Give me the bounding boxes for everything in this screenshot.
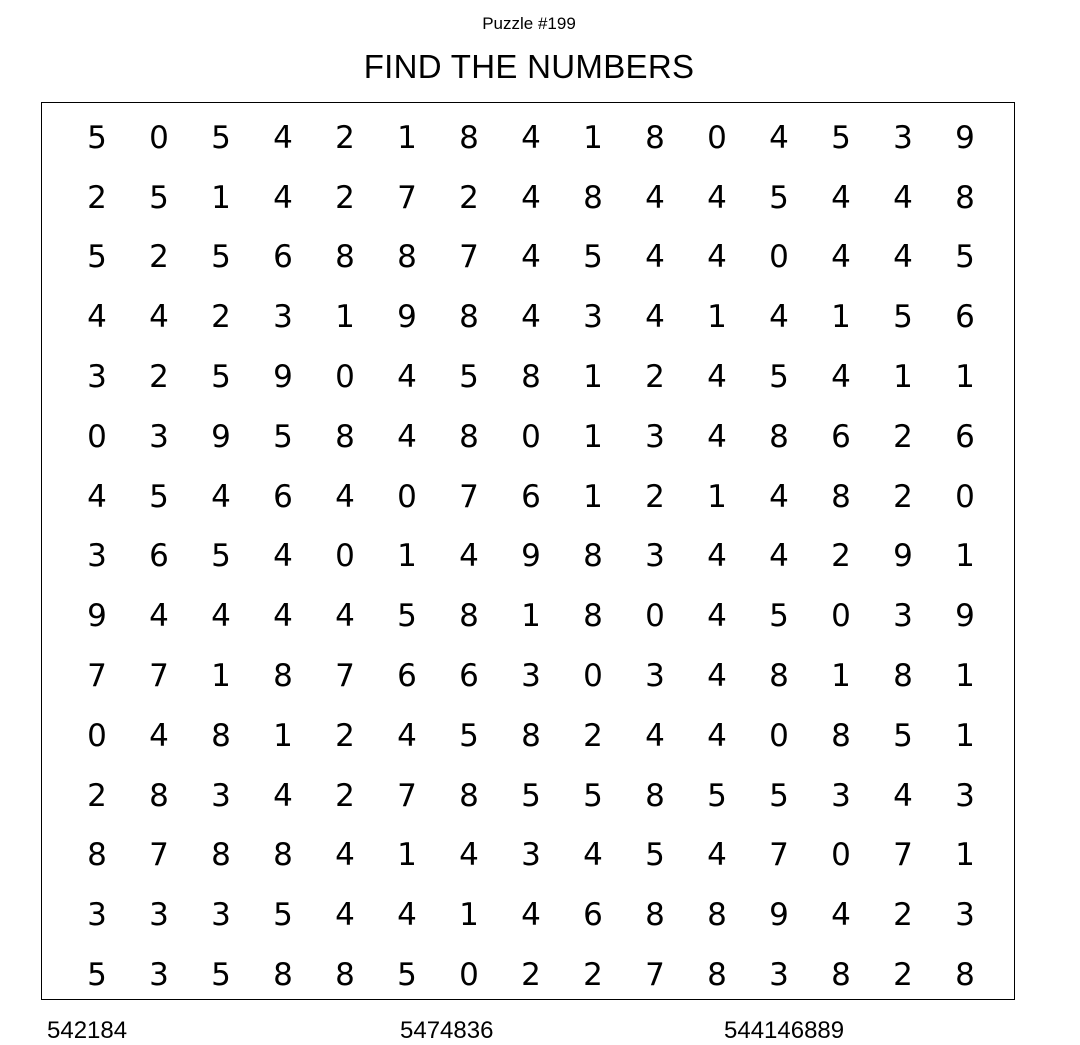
grid-cell[interactable]: 5 [893, 299, 913, 336]
grid-cell[interactable]: 8 [521, 717, 541, 754]
grid-cell[interactable]: 4 [459, 837, 479, 874]
grid-cell[interactable]: 3 [87, 538, 107, 575]
grid-cell[interactable]: 9 [955, 119, 975, 156]
grid-cell[interactable]: 8 [583, 598, 603, 635]
grid-cell[interactable]: 2 [335, 179, 355, 216]
grid-cell[interactable]: 4 [707, 359, 727, 396]
grid-cell[interactable]: 8 [769, 418, 789, 455]
grid-cell[interactable]: 7 [645, 957, 665, 994]
grid-cell[interactable]: 1 [955, 717, 975, 754]
grid-cell[interactable]: 5 [583, 777, 603, 814]
grid-cell[interactable]: 1 [459, 897, 479, 934]
grid-cell[interactable]: 8 [397, 239, 417, 276]
grid-cell[interactable]: 8 [273, 658, 293, 695]
grid-cell[interactable]: 4 [335, 897, 355, 934]
grid-cell[interactable]: 1 [397, 119, 417, 156]
grid-cell[interactable]: 1 [831, 299, 851, 336]
grid-cell[interactable]: 5 [521, 777, 541, 814]
grid-cell[interactable]: 5 [273, 897, 293, 934]
grid-cell[interactable]: 8 [459, 418, 479, 455]
grid-cell[interactable]: 0 [583, 658, 603, 695]
grid-cell[interactable]: 6 [955, 418, 975, 455]
grid-cell[interactable]: 5 [149, 478, 169, 515]
grid-cell[interactable]: 2 [645, 359, 665, 396]
grid-cell[interactable]: 1 [211, 658, 231, 695]
grid-cell[interactable]: 8 [645, 777, 665, 814]
grid-cell[interactable]: 7 [335, 658, 355, 695]
grid-cell[interactable]: 4 [707, 598, 727, 635]
grid-cell[interactable]: 4 [87, 299, 107, 336]
grid-cell[interactable]: 1 [955, 359, 975, 396]
grid-cell[interactable]: 4 [211, 478, 231, 515]
grid-cell[interactable]: 5 [769, 777, 789, 814]
grid-cell[interactable]: 8 [955, 179, 975, 216]
grid-cell[interactable]: 8 [583, 538, 603, 575]
grid-cell[interactable]: 9 [769, 897, 789, 934]
grid-cell[interactable]: 4 [459, 538, 479, 575]
grid-cell[interactable]: 4 [273, 119, 293, 156]
grid-cell[interactable]: 1 [211, 179, 231, 216]
grid-cell[interactable]: 6 [583, 897, 603, 934]
grid-cell[interactable]: 4 [707, 179, 727, 216]
grid-cell[interactable]: 7 [397, 777, 417, 814]
grid-cell[interactable]: 4 [335, 837, 355, 874]
grid-cell[interactable]: 3 [893, 119, 913, 156]
grid-cell[interactable]: 4 [521, 179, 541, 216]
grid-cell[interactable]: 1 [583, 418, 603, 455]
grid-cell[interactable]: 6 [397, 658, 417, 695]
grid-cell[interactable]: 4 [769, 119, 789, 156]
grid-cell[interactable]: 4 [893, 179, 913, 216]
grid-cell[interactable]: 8 [273, 957, 293, 994]
grid-cell[interactable]: 1 [521, 598, 541, 635]
grid-cell[interactable]: 4 [893, 777, 913, 814]
grid-cell[interactable]: 4 [397, 359, 417, 396]
number-grid[interactable] [66, 108, 996, 1005]
grid-cell[interactable]: 5 [769, 359, 789, 396]
word-to-find: 542184 [47, 1017, 128, 1044]
grid-cell[interactable]: 5 [211, 359, 231, 396]
grid-cell[interactable]: 2 [893, 478, 913, 515]
grid-cell[interactable]: 2 [459, 179, 479, 216]
grid-cell[interactable]: 0 [149, 119, 169, 156]
grid-cell[interactable]: 0 [87, 717, 107, 754]
grid-cell[interactable]: 6 [459, 658, 479, 695]
grid-cell[interactable]: 8 [459, 299, 479, 336]
grid-cell[interactable]: 4 [87, 478, 107, 515]
grid-cell[interactable]: 4 [521, 239, 541, 276]
grid-cell[interactable]: 9 [273, 359, 293, 396]
grid-cell[interactable]: 3 [769, 957, 789, 994]
grid-cell[interactable]: 4 [831, 359, 851, 396]
grid-cell[interactable]: 7 [149, 837, 169, 874]
grid-cell[interactable]: 8 [459, 119, 479, 156]
grid-cell[interactable]: 2 [583, 957, 603, 994]
grid-cell[interactable]: 3 [645, 418, 665, 455]
grid-cell[interactable]: 2 [521, 957, 541, 994]
grid-cell[interactable]: 7 [893, 837, 913, 874]
grid-cell[interactable]: 3 [273, 299, 293, 336]
grid-cell[interactable]: 5 [211, 538, 231, 575]
grid-cell[interactable]: 3 [645, 538, 665, 575]
grid-cell[interactable]: 4 [707, 717, 727, 754]
grid-cell[interactable]: 3 [893, 598, 913, 635]
grid-cell[interactable]: 4 [769, 538, 789, 575]
grid-cell[interactable]: 3 [955, 897, 975, 934]
grid-cell[interactable]: 2 [211, 299, 231, 336]
grid-cell[interactable]: 2 [87, 777, 107, 814]
grid-cell[interactable]: 2 [87, 179, 107, 216]
grid-cell[interactable]: 4 [149, 299, 169, 336]
grid-cell[interactable]: 4 [769, 478, 789, 515]
grid-cell[interactable]: 8 [521, 359, 541, 396]
grid-cell[interactable]: 9 [397, 299, 417, 336]
grid-cell[interactable]: 4 [521, 299, 541, 336]
grid-cell[interactable]: 1 [583, 119, 603, 156]
grid-cell[interactable]: 6 [831, 418, 851, 455]
grid-cell[interactable]: 5 [893, 717, 913, 754]
grid-cell[interactable]: 0 [335, 359, 355, 396]
grid-cell[interactable]: 7 [87, 658, 107, 695]
grid-cell[interactable]: 0 [955, 478, 975, 515]
grid-cell[interactable]: 3 [211, 777, 231, 814]
grid-cell[interactable]: 4 [273, 598, 293, 635]
puzzle-grid-frame [41, 102, 1015, 1000]
grid-cell[interactable]: 8 [769, 658, 789, 695]
grid-cell[interactable]: 5 [87, 957, 107, 994]
grid-cell[interactable]: 8 [87, 837, 107, 874]
grid-cell[interactable]: 3 [645, 658, 665, 695]
grid-cell[interactable]: 4 [273, 777, 293, 814]
grid-cell[interactable]: 4 [273, 538, 293, 575]
grid-cell[interactable]: 6 [273, 239, 293, 276]
grid-cell[interactable]: 9 [955, 598, 975, 635]
grid-cell[interactable]: 3 [521, 837, 541, 874]
grid-cell[interactable]: 2 [831, 538, 851, 575]
grid-cell[interactable]: 0 [831, 837, 851, 874]
grid-cell[interactable]: 4 [335, 598, 355, 635]
grid-cell[interactable]: 4 [831, 239, 851, 276]
grid-cell[interactable]: 2 [335, 717, 355, 754]
grid-cell[interactable]: 9 [521, 538, 541, 575]
grid-cell[interactable]: 3 [521, 658, 541, 695]
grid-cell[interactable]: 8 [273, 837, 293, 874]
grid-cell[interactable]: 3 [149, 418, 169, 455]
grid-cell[interactable]: 4 [521, 119, 541, 156]
grid-cell[interactable]: 4 [645, 299, 665, 336]
grid-cell[interactable]: 3 [831, 777, 851, 814]
grid-cell[interactable]: 1 [955, 538, 975, 575]
grid-cell[interactable]: 4 [521, 897, 541, 934]
grid-cell[interactable]: 2 [893, 418, 913, 455]
grid-cell[interactable]: 5 [955, 239, 975, 276]
grid-cell[interactable]: 5 [149, 179, 169, 216]
grid-cell[interactable]: 4 [893, 239, 913, 276]
grid-cell[interactable]: 4 [707, 418, 727, 455]
grid-cell[interactable]: 6 [521, 478, 541, 515]
grid-cell[interactable]: 2 [335, 777, 355, 814]
grid-cell[interactable]: 1 [583, 359, 603, 396]
grid-cell[interactable]: 7 [769, 837, 789, 874]
puzzle-number: Puzzle #199 [482, 14, 576, 33]
grid-cell[interactable]: 9 [87, 598, 107, 635]
grid-cell[interactable]: 4 [149, 598, 169, 635]
grid-cell[interactable]: 2 [583, 717, 603, 754]
grid-cell[interactable]: 0 [87, 418, 107, 455]
grid-cell[interactable]: 8 [335, 957, 355, 994]
grid-cell[interactable]: 8 [955, 957, 975, 994]
grid-cell[interactable]: 2 [893, 897, 913, 934]
grid-cell[interactable]: 4 [583, 837, 603, 874]
grid-cell[interactable]: 1 [831, 658, 851, 695]
grid-cell[interactable]: 4 [397, 897, 417, 934]
grid-cell[interactable]: 6 [273, 478, 293, 515]
grid-cell[interactable]: 4 [397, 717, 417, 754]
grid-cell[interactable]: 9 [893, 538, 913, 575]
grid-cell[interactable]: 8 [459, 598, 479, 635]
grid-cell[interactable]: 7 [149, 658, 169, 695]
grid-cell[interactable]: 0 [645, 598, 665, 635]
grid-cell[interactable]: 4 [645, 179, 665, 216]
grid-cell[interactable]: 8 [211, 837, 231, 874]
grid-cell[interactable]: 4 [335, 478, 355, 515]
grid-cell[interactable]: 3 [87, 359, 107, 396]
word-to-find: 544146889 [724, 1017, 845, 1044]
grid-cell[interactable]: 0 [707, 119, 727, 156]
grid-cell[interactable]: 3 [955, 777, 975, 814]
grid-cell[interactable]: 7 [459, 478, 479, 515]
grid-cell[interactable]: 5 [831, 119, 851, 156]
grid-cell[interactable]: 7 [397, 179, 417, 216]
grid-cell[interactable]: 2 [645, 478, 665, 515]
grid-cell[interactable]: 4 [707, 837, 727, 874]
grid-cell[interactable]: 5 [707, 777, 727, 814]
grid-cell[interactable]: 4 [149, 717, 169, 754]
grid-cell[interactable]: 0 [459, 957, 479, 994]
grid-cell[interactable]: 4 [707, 239, 727, 276]
grid-cell[interactable]: 1 [955, 658, 975, 695]
grid-cell[interactable]: 4 [645, 717, 665, 754]
grid-cell[interactable]: 4 [769, 299, 789, 336]
grid-cell[interactable]: 3 [87, 897, 107, 934]
grid-cell[interactable]: 1 [707, 478, 727, 515]
grid-cell[interactable]: 5 [397, 598, 417, 635]
grid-cell[interactable]: 8 [149, 777, 169, 814]
grid-cell[interactable]: 0 [397, 478, 417, 515]
grid-cell[interactable]: 2 [149, 239, 169, 276]
grid-cell[interactable]: 8 [831, 957, 851, 994]
grid-cell[interactable]: 5 [211, 239, 231, 276]
grid-cell[interactable]: 2 [149, 359, 169, 396]
grid-cell[interactable]: 6 [955, 299, 975, 336]
grid-cell[interactable]: 5 [211, 957, 231, 994]
grid-cell[interactable]: 0 [521, 418, 541, 455]
grid-cell[interactable]: 1 [335, 299, 355, 336]
grid-cell[interactable]: 5 [459, 717, 479, 754]
grid-cell[interactable]: 4 [273, 179, 293, 216]
grid-cell[interactable]: 1 [893, 359, 913, 396]
grid-cell[interactable]: 2 [893, 957, 913, 994]
grid-cell[interactable]: 8 [211, 717, 231, 754]
grid-cell[interactable]: 5 [273, 418, 293, 455]
grid-cell[interactable]: 5 [769, 179, 789, 216]
grid-cell[interactable]: 8 [893, 658, 913, 695]
grid-cell[interactable]: 1 [955, 837, 975, 874]
grid-cell[interactable]: 2 [335, 119, 355, 156]
grid-cell[interactable]: 1 [397, 837, 417, 874]
grid-cell[interactable]: 4 [707, 538, 727, 575]
grid-cell[interactable]: 5 [583, 239, 603, 276]
grid-cell[interactable]: 9 [211, 418, 231, 455]
grid-cell[interactable]: 8 [707, 897, 727, 934]
grid-cell[interactable]: 8 [645, 119, 665, 156]
grid-cell[interactable]: 0 [831, 598, 851, 635]
grid-cell[interactable]: 1 [707, 299, 727, 336]
grid-cell[interactable]: 8 [645, 897, 665, 934]
grid-cell[interactable]: 1 [397, 538, 417, 575]
grid-cell[interactable]: 5 [211, 119, 231, 156]
grid-cell[interactable]: 5 [397, 957, 417, 994]
grid-cell[interactable]: 7 [459, 239, 479, 276]
grid-cell[interactable]: 1 [583, 478, 603, 515]
grid-cell[interactable]: 8 [335, 239, 355, 276]
grid-cell[interactable]: 6 [149, 538, 169, 575]
grid-cell[interactable]: 3 [211, 897, 231, 934]
grid-cell[interactable]: 3 [149, 897, 169, 934]
grid-cell[interactable]: 0 [335, 538, 355, 575]
grid-cell[interactable]: 8 [831, 478, 851, 515]
grid-cell[interactable]: 4 [211, 598, 231, 635]
grid-cell[interactable]: 4 [645, 239, 665, 276]
grid-cell[interactable]: 3 [149, 957, 169, 994]
grid-cell[interactable]: 8 [707, 957, 727, 994]
grid-cell[interactable]: 8 [459, 777, 479, 814]
grid-cell[interactable]: 0 [769, 717, 789, 754]
page-title: FIND THE NUMBERS [363, 48, 695, 85]
grid-cell[interactable]: 4 [831, 179, 851, 216]
grid-cell[interactable]: 5 [459, 359, 479, 396]
grid-cell[interactable]: 5 [87, 119, 107, 156]
grid-cell[interactable]: 4 [831, 897, 851, 934]
word-to-find: 5474836 [400, 1017, 494, 1044]
grid-cell[interactable]: 5 [87, 239, 107, 276]
grid-cell[interactable]: 8 [335, 418, 355, 455]
grid-cell[interactable]: 3 [583, 299, 603, 336]
grid-cell[interactable]: 5 [769, 598, 789, 635]
grid-cell[interactable]: 4 [397, 418, 417, 455]
grid-cell[interactable]: 8 [583, 179, 603, 216]
grid-cell[interactable]: 5 [645, 837, 665, 874]
grid-cell[interactable]: 0 [769, 239, 789, 276]
grid-cell[interactable]: 1 [273, 717, 293, 754]
grid-cell[interactable]: 4 [707, 658, 727, 695]
grid-cell[interactable]: 8 [831, 717, 851, 754]
